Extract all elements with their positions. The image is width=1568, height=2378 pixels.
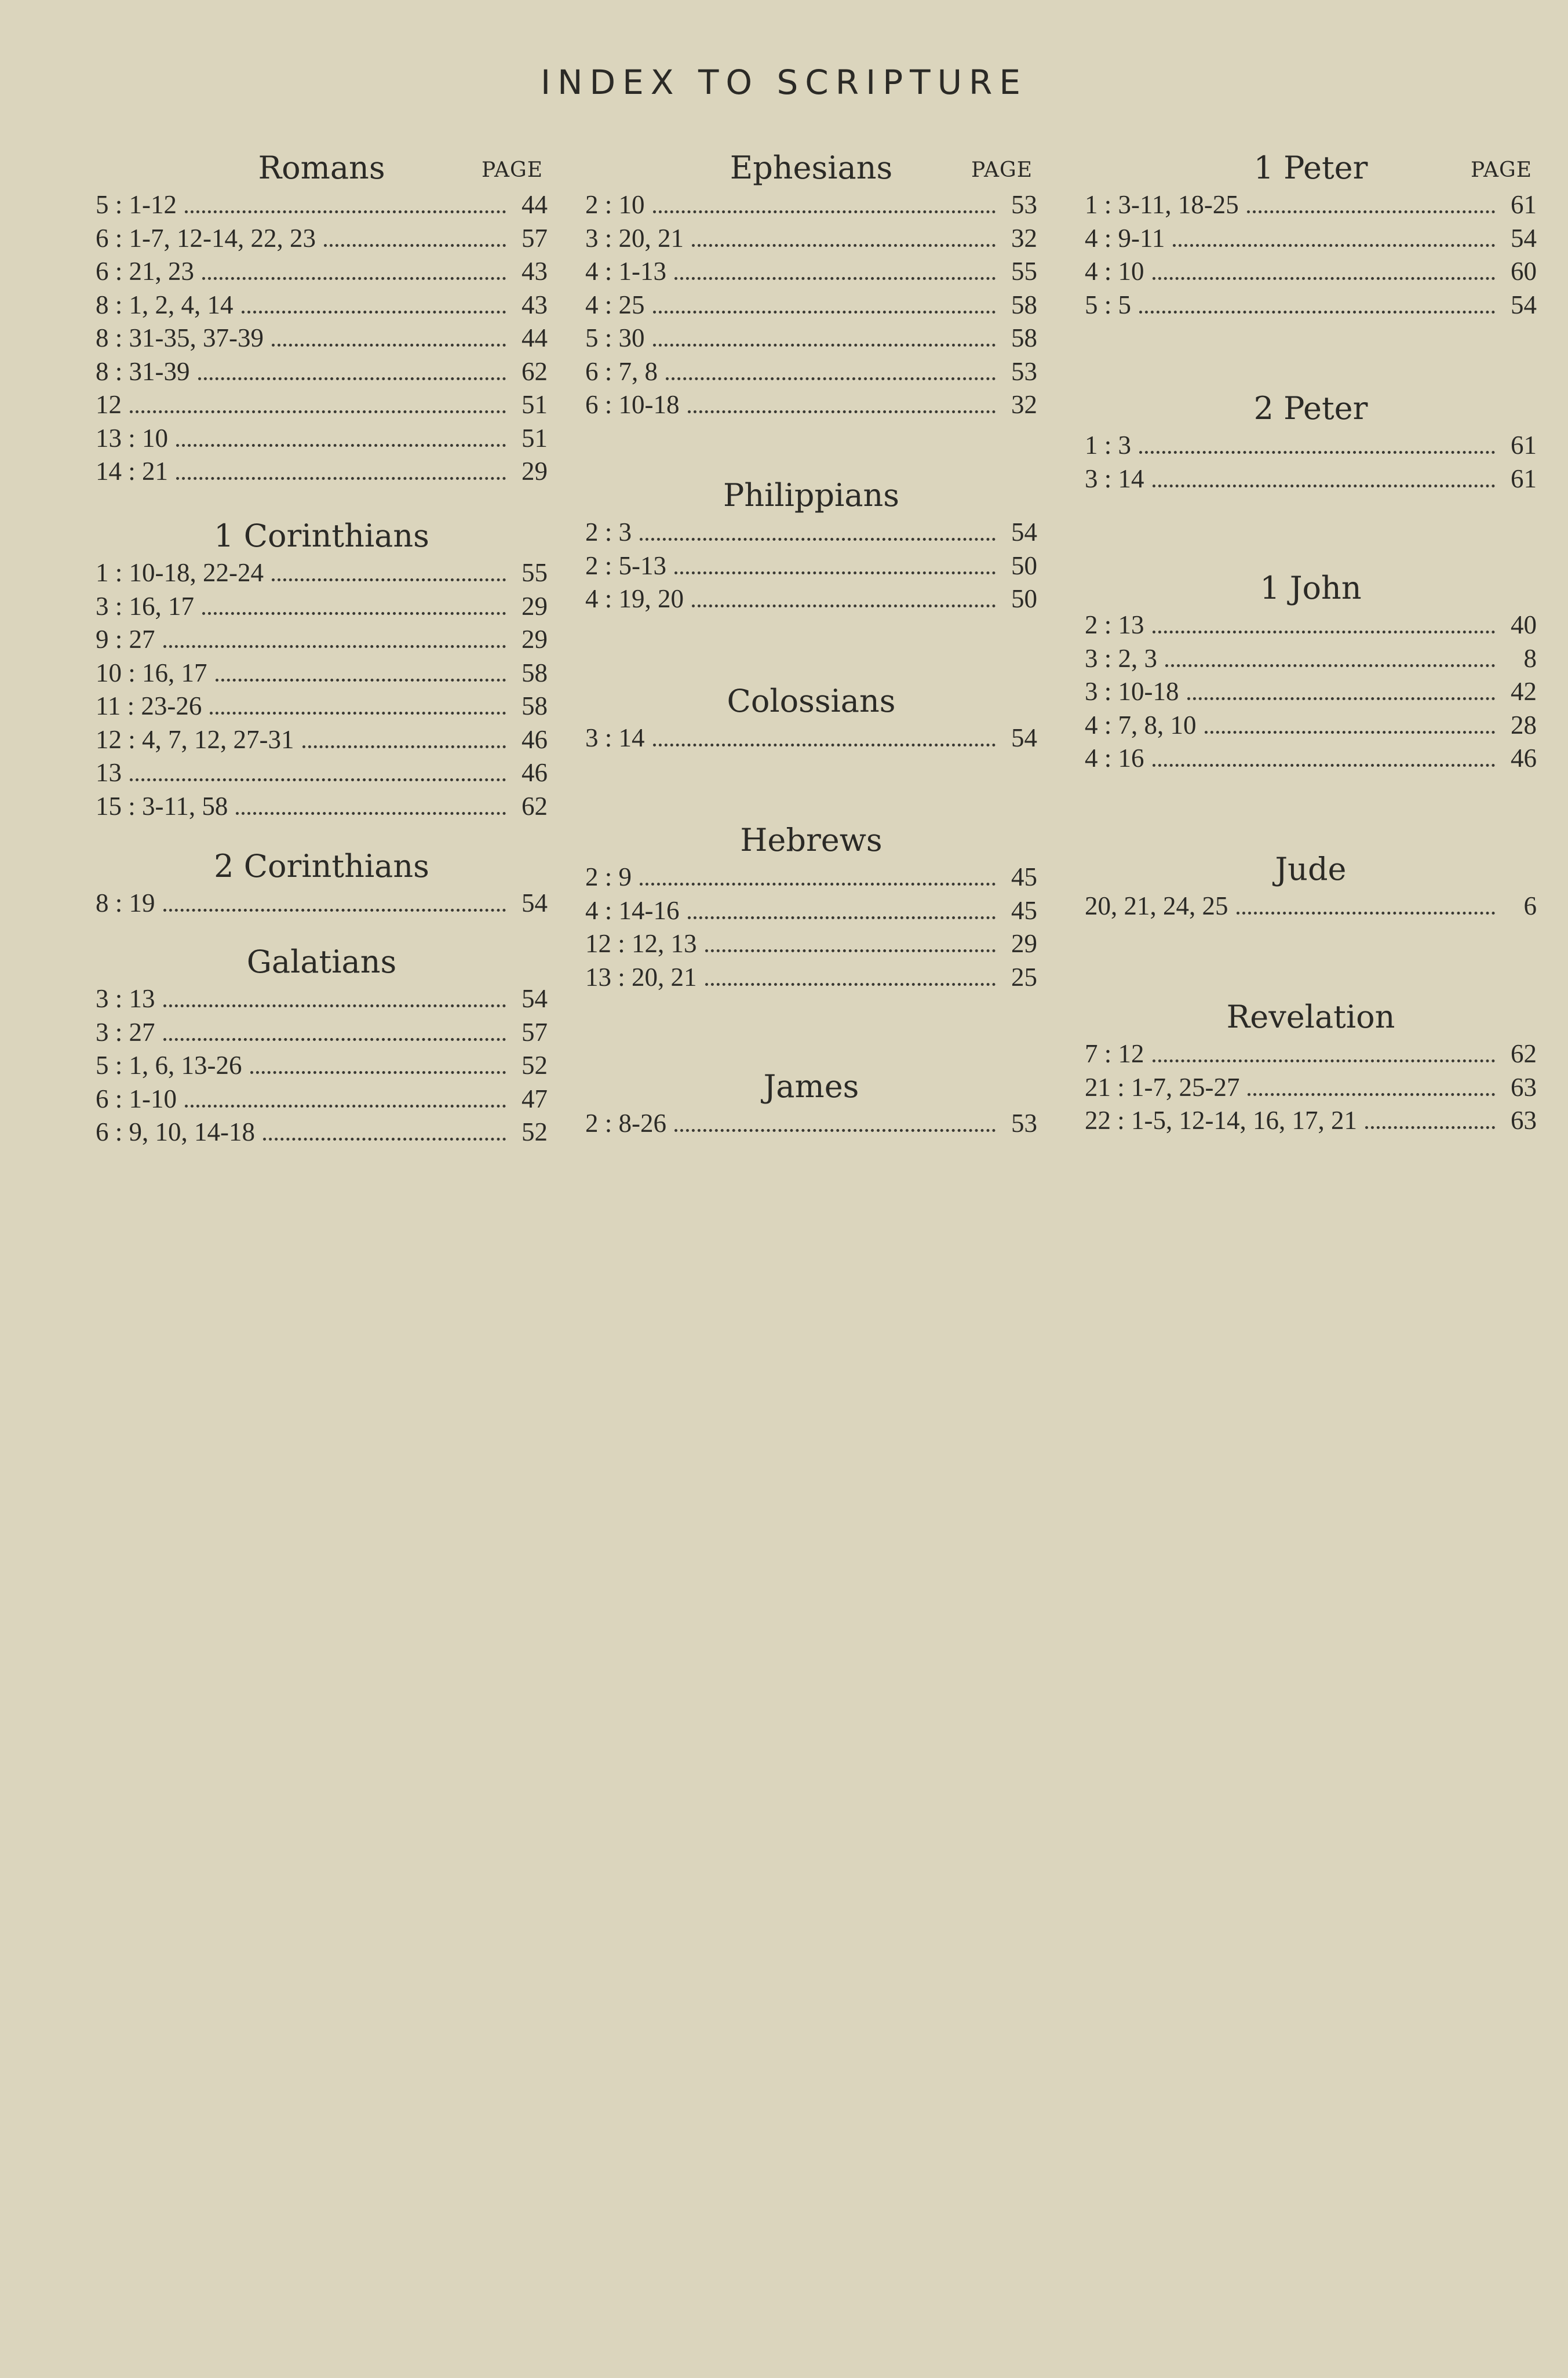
book-section bbox=[1085, 388, 1537, 496]
index-entry bbox=[585, 289, 1037, 322]
page-number: 28 bbox=[1511, 710, 1537, 740]
index-entry bbox=[585, 961, 1037, 995]
index-entry bbox=[1085, 222, 1537, 256]
scripture-reference: 4 : 25 bbox=[585, 290, 645, 319]
dot-leader bbox=[705, 949, 996, 952]
page-number: 58 bbox=[522, 691, 548, 720]
scripture-reference: 6 : 21, 23 bbox=[96, 257, 195, 286]
book-heading bbox=[1085, 997, 1537, 1037]
scripture-reference: 3 : 14 bbox=[1085, 464, 1144, 493]
page-number: 44 bbox=[522, 323, 548, 352]
dot-leader bbox=[202, 277, 506, 280]
dot-leader bbox=[688, 410, 996, 413]
index-entry bbox=[1085, 188, 1537, 222]
book-name: Colossians bbox=[727, 683, 896, 719]
dot-leader bbox=[1237, 912, 1496, 915]
index-entry bbox=[1085, 1037, 1537, 1071]
dot-leader bbox=[216, 679, 506, 682]
index-entry bbox=[96, 1116, 548, 1149]
page-number: 29 bbox=[522, 625, 548, 654]
dot-leader bbox=[130, 778, 506, 781]
book-name: Philippians bbox=[723, 477, 899, 514]
index-entry bbox=[96, 322, 548, 355]
page-number: 40 bbox=[1511, 610, 1537, 639]
page-number: 62 bbox=[522, 791, 548, 821]
page-number: 52 bbox=[522, 1117, 548, 1146]
book-name: Romans bbox=[258, 150, 385, 186]
page-number: 45 bbox=[1011, 862, 1037, 891]
page-number: 63 bbox=[1511, 1072, 1537, 1102]
scripture-reference: 5 : 30 bbox=[585, 323, 645, 352]
dot-leader bbox=[176, 444, 506, 447]
dot-leader bbox=[692, 604, 996, 607]
page-number: 63 bbox=[1511, 1106, 1537, 1135]
scripture-reference: 2 : 10 bbox=[585, 190, 645, 219]
index-entry bbox=[1085, 1104, 1537, 1138]
dot-leader bbox=[1153, 631, 1495, 633]
book-name: Ephesians bbox=[730, 150, 893, 186]
scripture-reference: 12 bbox=[96, 390, 122, 419]
index-entry bbox=[96, 422, 548, 456]
book-section bbox=[585, 681, 1037, 755]
index-entry bbox=[96, 1083, 548, 1116]
page-number: 25 bbox=[1011, 962, 1037, 992]
dot-leader bbox=[236, 812, 506, 815]
dot-leader bbox=[653, 311, 996, 314]
index-entry bbox=[96, 790, 548, 824]
index-entry bbox=[1085, 642, 1537, 676]
page-number: 61 bbox=[1511, 431, 1537, 460]
scripture-reference: 3 : 13 bbox=[96, 984, 155, 1013]
book-section bbox=[96, 516, 548, 823]
book-heading bbox=[1085, 148, 1537, 188]
scripture-reference: 8 : 31-39 bbox=[96, 356, 190, 386]
dot-leader bbox=[674, 1129, 996, 1132]
book-heading bbox=[585, 475, 1037, 516]
index-entry bbox=[1085, 890, 1537, 923]
scripture-reference: 9 : 27 bbox=[96, 625, 155, 654]
page-number: 46 bbox=[522, 724, 548, 754]
scripture-reference: 13 : 20, 21 bbox=[585, 962, 697, 992]
scripture-reference: 4 : 7, 8, 10 bbox=[1085, 710, 1197, 740]
index-entry bbox=[585, 722, 1037, 755]
page-number: 58 bbox=[522, 658, 548, 687]
scripture-reference: 4 : 16 bbox=[1085, 744, 1144, 773]
page-title: INDEX TO SCRIPTURE bbox=[540, 63, 1027, 102]
scripture-reference: 2 : 3 bbox=[585, 518, 632, 547]
scripture-reference: 7 : 12 bbox=[1085, 1039, 1144, 1068]
book-section bbox=[96, 942, 548, 1149]
index-entry bbox=[96, 623, 548, 657]
dot-leader bbox=[674, 571, 996, 574]
scripture-reference: 5 : 1-12 bbox=[96, 190, 177, 219]
index-entry bbox=[1085, 429, 1537, 463]
scripture-reference: 8 : 31-35, 37-39 bbox=[96, 323, 264, 352]
book-section bbox=[585, 1066, 1037, 1141]
book-section bbox=[1085, 568, 1537, 775]
book-heading bbox=[96, 942, 548, 982]
page-number: 55 bbox=[522, 558, 548, 587]
scripture-reference: 3 : 20, 21 bbox=[585, 223, 684, 253]
dot-leader bbox=[674, 277, 996, 280]
page-number: 62 bbox=[522, 356, 548, 386]
index-entry bbox=[585, 861, 1037, 894]
index-entry bbox=[585, 355, 1037, 389]
page-number: 60 bbox=[1511, 257, 1537, 286]
scripture-reference: 6 : 1-7, 12-14, 22, 23 bbox=[96, 223, 316, 253]
book-section bbox=[1085, 148, 1537, 322]
dot-leader bbox=[653, 210, 996, 213]
index-entry bbox=[585, 516, 1037, 549]
scripture-reference: 2 : 8-26 bbox=[585, 1109, 666, 1138]
index-entry bbox=[1085, 1071, 1537, 1105]
dot-leader bbox=[163, 645, 506, 648]
dot-leader bbox=[640, 883, 996, 886]
book-heading bbox=[96, 148, 548, 188]
book-name: 2 Peter bbox=[1253, 390, 1368, 427]
scripture-reference: 2 : 5-13 bbox=[585, 551, 666, 580]
scripture-reference: 1 : 3-11, 18-25 bbox=[1085, 190, 1239, 219]
scripture-reference: 5 : 1, 6, 13-26 bbox=[96, 1051, 242, 1080]
page-number: 47 bbox=[522, 1084, 548, 1113]
page-number: 61 bbox=[1511, 190, 1537, 219]
page-number: 61 bbox=[1511, 464, 1537, 493]
dot-leader bbox=[1248, 1093, 1495, 1096]
book-section bbox=[1085, 849, 1537, 923]
book-name: Galatians bbox=[246, 944, 397, 980]
book-section bbox=[1085, 997, 1537, 1138]
dot-leader bbox=[324, 244, 506, 247]
page-column-label: PAGE bbox=[971, 158, 1033, 182]
page-number: 62 bbox=[1511, 1039, 1537, 1068]
dot-leader bbox=[163, 1004, 506, 1007]
page-number: 32 bbox=[1011, 223, 1037, 253]
dot-leader bbox=[176, 477, 506, 480]
index-entry bbox=[585, 388, 1037, 422]
dot-leader bbox=[302, 745, 506, 748]
scripture-reference: 4 : 19, 20 bbox=[585, 584, 684, 613]
book-name: 1 John bbox=[1260, 570, 1362, 606]
dot-leader bbox=[1153, 1059, 1495, 1062]
index-entry bbox=[1085, 289, 1537, 322]
index-entry bbox=[585, 582, 1037, 616]
book-name: James bbox=[763, 1068, 859, 1105]
index-entry bbox=[96, 455, 548, 489]
page-number: 58 bbox=[1011, 323, 1037, 352]
book-heading bbox=[96, 846, 548, 887]
dot-leader bbox=[692, 244, 996, 247]
scripture-reference: 14 : 21 bbox=[96, 457, 169, 486]
index-entry bbox=[585, 927, 1037, 961]
dot-leader bbox=[272, 344, 506, 347]
page-number: 42 bbox=[1511, 677, 1537, 706]
index-entry bbox=[96, 1049, 548, 1083]
scripture-reference: 1 : 3 bbox=[1085, 431, 1132, 460]
index-entry bbox=[96, 756, 548, 790]
index-entry bbox=[96, 388, 548, 422]
scripture-reference: 2 : 13 bbox=[1085, 610, 1144, 639]
scripture-reference: 10 : 16, 17 bbox=[96, 658, 207, 687]
scripture-reference: 1 : 10-18, 22-24 bbox=[96, 558, 264, 587]
dot-leader bbox=[130, 410, 506, 413]
book-heading bbox=[585, 820, 1037, 861]
scripture-reference: 8 : 1, 2, 4, 14 bbox=[96, 290, 234, 319]
page-number: 8 bbox=[1523, 643, 1537, 673]
book-name: 1 Peter bbox=[1253, 150, 1368, 186]
page-number: 52 bbox=[522, 1051, 548, 1080]
page-number: 53 bbox=[1011, 190, 1037, 219]
scripture-reference: 4 : 9-11 bbox=[1085, 223, 1165, 253]
scripture-reference: 22 : 1-5, 12-14, 16, 17, 21 bbox=[1085, 1106, 1357, 1135]
scripture-reference: 11 : 23-26 bbox=[96, 691, 202, 720]
index-entry bbox=[96, 690, 548, 723]
book-name: 2 Corinthians bbox=[214, 848, 429, 884]
page-number: 46 bbox=[522, 758, 548, 787]
page-number: 50 bbox=[1011, 551, 1037, 580]
index-entry bbox=[585, 894, 1037, 928]
scripture-reference: 3 : 10-18 bbox=[1085, 677, 1179, 706]
dot-leader bbox=[653, 744, 996, 746]
scripture-reference: 4 : 1-13 bbox=[585, 257, 666, 286]
book-heading bbox=[585, 681, 1037, 722]
dot-leader bbox=[1247, 210, 1495, 213]
dot-leader bbox=[185, 1105, 506, 1108]
dot-leader bbox=[163, 909, 506, 912]
dot-leader bbox=[1173, 244, 1495, 247]
book-section bbox=[585, 148, 1037, 422]
book-name: 1 Corinthians bbox=[214, 518, 429, 554]
index-entry bbox=[96, 590, 548, 624]
page-column-label: PAGE bbox=[1471, 158, 1532, 182]
scripture-reference: 20, 21, 24, 25 bbox=[1085, 891, 1228, 920]
index-entry bbox=[96, 222, 548, 256]
dot-leader bbox=[198, 377, 506, 380]
page-number: 44 bbox=[522, 190, 548, 219]
index-entry bbox=[585, 188, 1037, 222]
dot-leader bbox=[1153, 764, 1495, 767]
dot-leader bbox=[666, 377, 996, 380]
page-number: 45 bbox=[1011, 895, 1037, 925]
index-entry bbox=[96, 982, 548, 1016]
page-number: 50 bbox=[1011, 584, 1037, 613]
page-column-label: PAGE bbox=[482, 158, 543, 182]
book-section bbox=[96, 846, 548, 920]
index-entry bbox=[1085, 709, 1537, 742]
dot-leader bbox=[163, 1038, 506, 1041]
dot-leader bbox=[210, 712, 506, 715]
page-number: 54 bbox=[1511, 223, 1537, 253]
page-number: 29 bbox=[522, 457, 548, 486]
page-number: 53 bbox=[1011, 1109, 1037, 1138]
index-entry bbox=[96, 289, 548, 322]
page-number: 29 bbox=[1011, 929, 1037, 958]
page-number: 55 bbox=[1011, 257, 1037, 286]
page-number: 29 bbox=[522, 591, 548, 621]
scripture-reference: 12 : 12, 13 bbox=[585, 929, 697, 958]
scripture-reference: 13 : 10 bbox=[96, 423, 169, 453]
index-entry bbox=[1085, 609, 1537, 642]
index-entry bbox=[96, 1016, 548, 1050]
dot-leader bbox=[1205, 731, 1495, 734]
scripture-reference: 6 : 10-18 bbox=[585, 390, 680, 419]
dot-leader bbox=[202, 612, 506, 615]
scripture-reference: 4 : 10 bbox=[1085, 257, 1144, 286]
dot-leader bbox=[1165, 664, 1495, 667]
book-name: Revelation bbox=[1226, 999, 1395, 1035]
dot-leader bbox=[653, 344, 996, 347]
page-number: 54 bbox=[1511, 290, 1537, 319]
scripture-reference: 2 : 9 bbox=[585, 862, 632, 891]
scripture-reference: 6 : 1-10 bbox=[96, 1084, 177, 1113]
scripture-reference: 6 : 9, 10, 14-18 bbox=[96, 1117, 255, 1146]
book-section bbox=[585, 475, 1037, 616]
index-entry bbox=[585, 222, 1037, 256]
page-number: 32 bbox=[1011, 390, 1037, 419]
scripture-reference: 15 : 3-11, 58 bbox=[96, 791, 228, 821]
scripture-reference: 13 bbox=[96, 758, 122, 787]
page-number: 53 bbox=[1011, 356, 1037, 386]
page-number: 54 bbox=[1011, 518, 1037, 547]
page-number: 58 bbox=[1011, 290, 1037, 319]
page-number: 54 bbox=[522, 984, 548, 1013]
dot-leader bbox=[1153, 277, 1495, 280]
dot-leader bbox=[272, 578, 506, 581]
scripture-reference: 3 : 14 bbox=[585, 723, 645, 752]
scripture-reference: 4 : 14-16 bbox=[585, 895, 680, 925]
page-number: 43 bbox=[522, 257, 548, 286]
page-number: 43 bbox=[522, 290, 548, 319]
dot-leader bbox=[1365, 1126, 1495, 1129]
page-number: 54 bbox=[1011, 723, 1037, 752]
dot-leader bbox=[1153, 485, 1495, 487]
book-section bbox=[96, 148, 548, 489]
page-number: 51 bbox=[522, 390, 548, 419]
page-number: 57 bbox=[522, 223, 548, 253]
book-heading bbox=[1085, 388, 1537, 429]
dot-leader bbox=[640, 538, 996, 541]
scripture-reference: 21 : 1-7, 25-27 bbox=[1085, 1072, 1240, 1102]
book-heading bbox=[96, 516, 548, 556]
page-number: 54 bbox=[522, 888, 548, 917]
book-section bbox=[585, 820, 1037, 994]
dot-leader bbox=[263, 1138, 506, 1141]
book-heading bbox=[1085, 568, 1537, 609]
index-entry bbox=[1085, 675, 1537, 709]
index-entry bbox=[585, 1107, 1037, 1141]
dot-leader bbox=[185, 210, 506, 213]
scripture-reference: 3 : 16, 17 bbox=[96, 591, 195, 621]
scripture-reference: 6 : 7, 8 bbox=[585, 356, 658, 386]
dot-leader bbox=[688, 916, 996, 919]
book-name: Hebrews bbox=[740, 822, 883, 858]
index-entry bbox=[585, 549, 1037, 583]
index-entry bbox=[1085, 742, 1537, 775]
book-name: Jude bbox=[1275, 851, 1347, 887]
dot-leader bbox=[1139, 451, 1495, 454]
scripture-reference: 3 : 2, 3 bbox=[1085, 643, 1158, 673]
book-heading bbox=[585, 1066, 1037, 1107]
page-number: 51 bbox=[522, 423, 548, 453]
index-entry bbox=[96, 355, 548, 389]
index-entry bbox=[96, 657, 548, 690]
index-entry bbox=[1085, 463, 1537, 496]
dot-leader bbox=[1187, 697, 1496, 700]
index-entry bbox=[96, 723, 548, 757]
scripture-reference: 5 : 5 bbox=[1085, 290, 1132, 319]
index-entry bbox=[96, 556, 548, 590]
page-number: 57 bbox=[522, 1017, 548, 1047]
scripture-reference: 8 : 19 bbox=[96, 888, 155, 917]
index-entry bbox=[96, 188, 548, 222]
page-number: 46 bbox=[1511, 744, 1537, 773]
book-heading bbox=[1085, 849, 1537, 890]
index-entry bbox=[585, 255, 1037, 289]
page-number: 6 bbox=[1523, 891, 1537, 920]
dot-leader bbox=[250, 1071, 506, 1074]
dot-leader bbox=[242, 311, 506, 314]
index-entry bbox=[96, 255, 548, 289]
dot-leader bbox=[705, 983, 996, 986]
dot-leader bbox=[1139, 311, 1495, 314]
index-entry bbox=[1085, 255, 1537, 289]
book-heading bbox=[585, 148, 1037, 188]
scripture-reference: 3 : 27 bbox=[96, 1017, 155, 1047]
index-entry bbox=[585, 322, 1037, 355]
index-entry bbox=[96, 887, 548, 920]
scripture-reference: 12 : 4, 7, 12, 27-31 bbox=[96, 724, 294, 754]
